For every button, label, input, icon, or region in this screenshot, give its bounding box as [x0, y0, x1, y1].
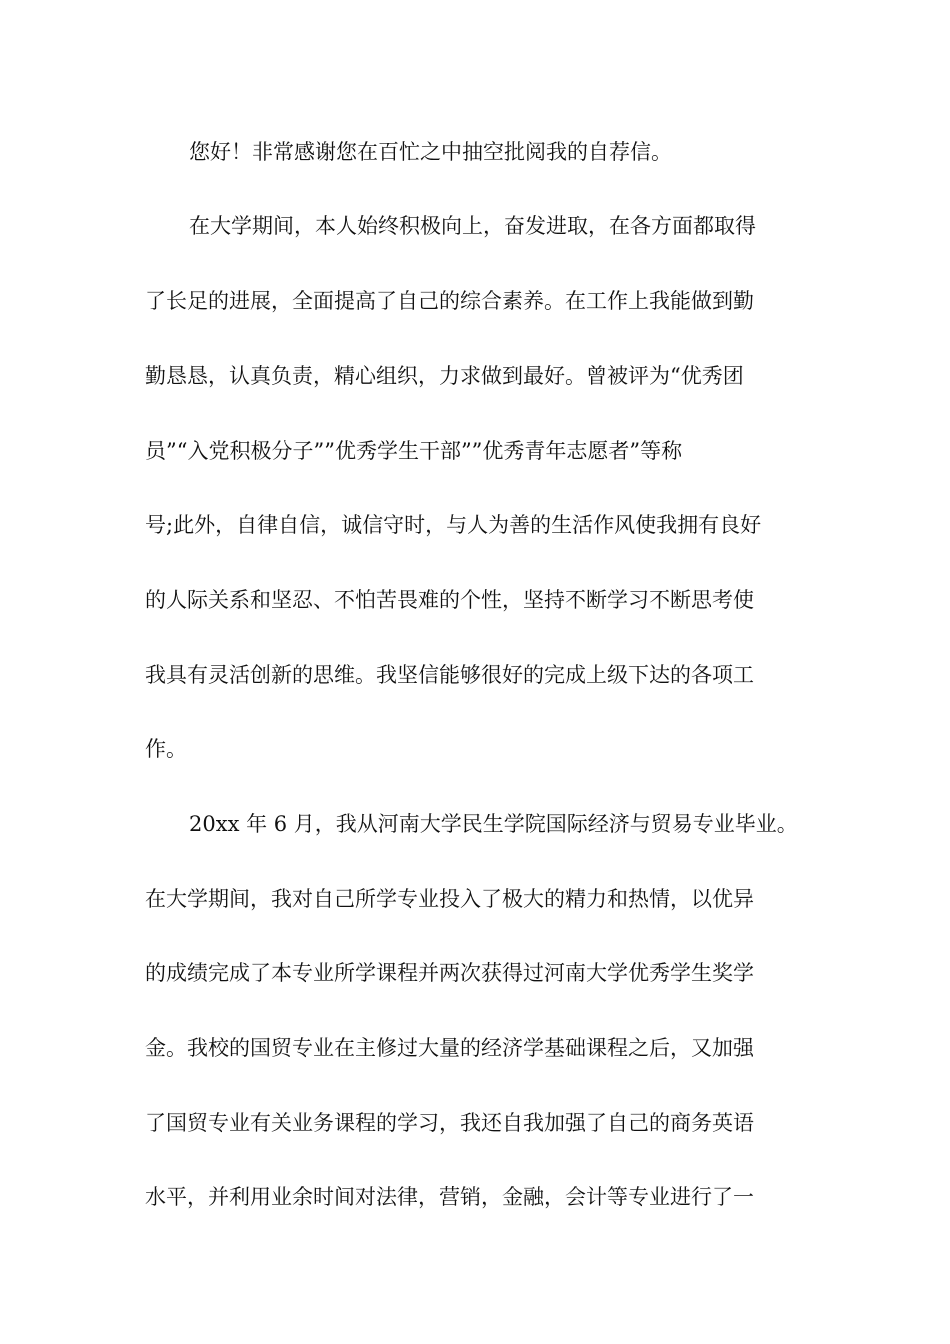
- paragraph-line: 水平，并利用业余时间对法律，营销，金融，会计等专业进行了一: [145, 1185, 754, 1209]
- greeting-line: 您好！非常感谢您在百忙之中抽空批阅我的自荐信。: [189, 140, 672, 164]
- paragraph-line: 在大学期间，我对自己所学专业投入了极大的精力和热情，以优异: [145, 887, 754, 911]
- paragraph-line: 了长足的进展，全面提高了自己的综合素养。在工作上我能做到勤: [145, 289, 754, 313]
- paragraph-line: 员”“入党积极分子””优秀学生干部””优秀青年志愿者”等称: [145, 439, 683, 463]
- paragraph-line: 的成绩完成了本专业所学课程并两次获得过河南大学优秀学生奖学: [145, 961, 754, 985]
- paragraph-line: 了国贸专业有关业务课程的学习，我还自我加强了自己的商务英语: [145, 1111, 754, 1135]
- paragraph-line: 金。我校的国贸专业在主修过大量的经济学基础课程之后，又加强: [145, 1036, 754, 1060]
- paragraph-line: 作。: [145, 737, 187, 761]
- paragraph-line: 号;此外，自律自信，诚信守时，与人为善的生活作风使我拥有良好: [145, 513, 762, 537]
- paragraph-line: 在大学期间，本人始终积极向上，奋发进取，在各方面都取得: [189, 214, 756, 238]
- paragraph-line: 的人际关系和坚忍、不怕苦畏难的个性，坚持不断学习不断思考使: [145, 588, 754, 612]
- paragraph-line: 勤恳恳，认真负责，精心组织，力求做到最好。曾被评为“优秀团: [145, 364, 744, 388]
- paragraph-line: 20xx 年 6 月，我从河南大学民生学院国际经济与贸易专业毕业。: [189, 812, 798, 836]
- paragraph-line: 我具有灵活创新的思维。我坚信能够很好的完成上级下达的各项工: [145, 663, 754, 687]
